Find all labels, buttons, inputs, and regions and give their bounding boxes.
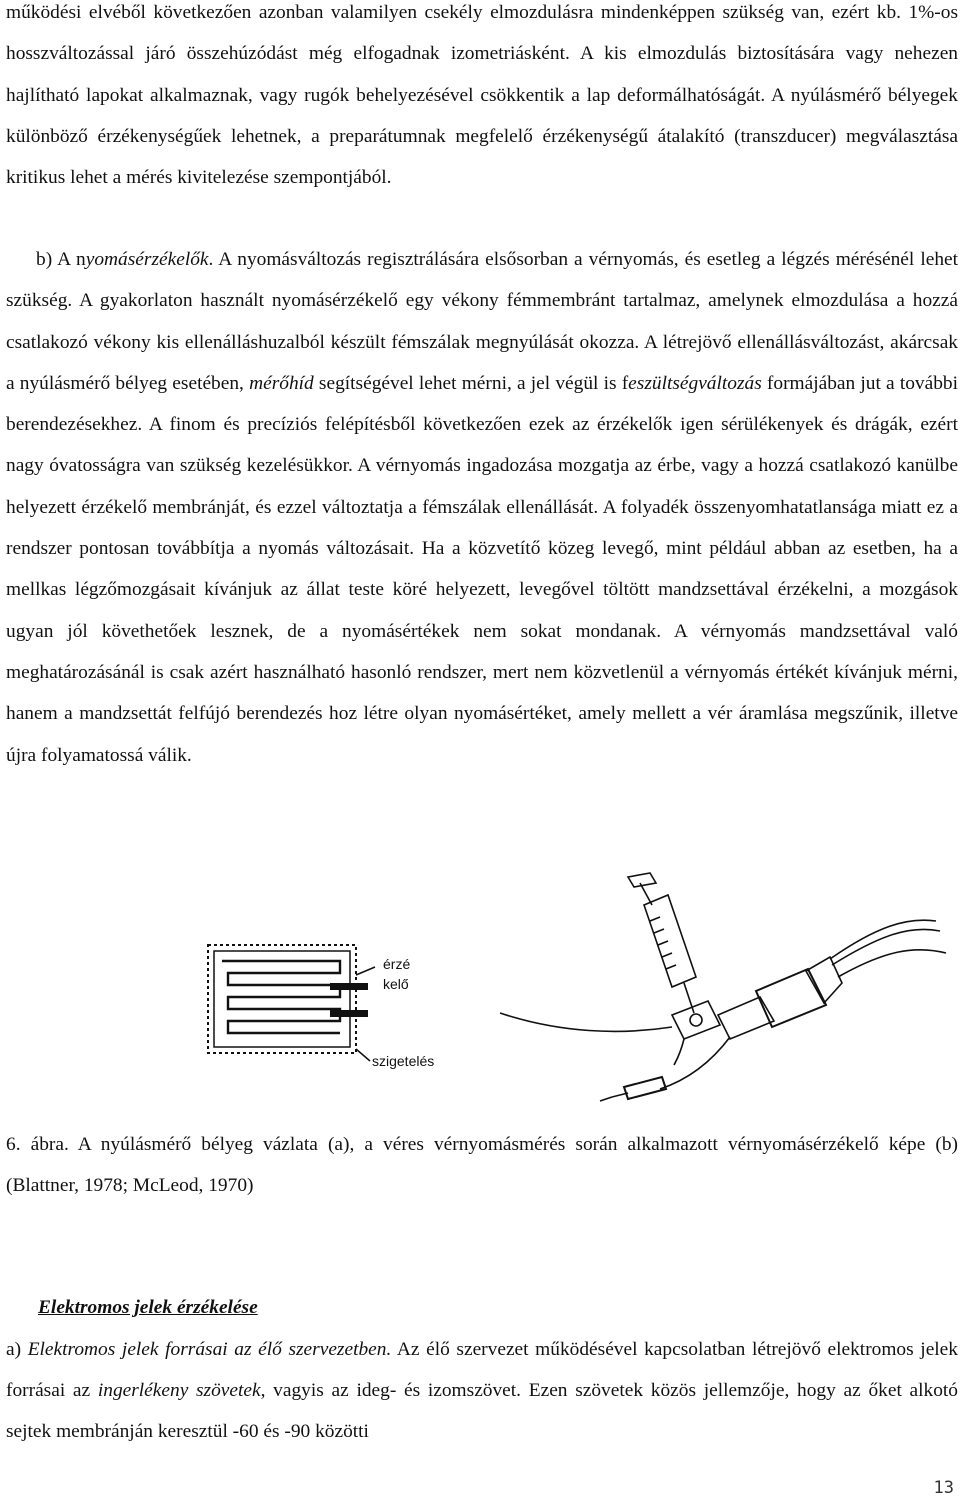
italic-term: mérőhíd (249, 372, 314, 394)
text-run: Az élő szervezet működésével kapcsolatban létrejövő elektromos jelek forrásai az (6, 1339, 958, 1402)
page-number: 13 (933, 1478, 954, 1498)
text-run: , vagyis az ideg- és izomszövet. Ezen szövetek közös jellemzője, hogy az őket alkotó sejtek membránján keresztül -60 és -90 közötti (6, 1380, 959, 1443)
paragraph-electrical-signals (6, 1329, 958, 1453)
text-run: a) (6, 1339, 28, 1360)
strain-gauge-sketch (208, 945, 375, 1061)
italic-title: Elektromos jelek forrásai az élő szervezetben. (27, 1339, 392, 1360)
paragraph-pressure-sensors (6, 239, 958, 776)
text-run: b) A n (36, 249, 86, 270)
label-sensor-line1: érzé (383, 956, 411, 972)
figure-caption: 6. ábra. A nyúlásmérő bélyeg vázlata (a), a véres vérnyomásmérés során alkalmazott vérnyomásérzékelő képe (b) (Blattner, 1978; McLeod, 1970) (6, 1134, 958, 1196)
label-sensor-line2: kelő (383, 976, 409, 992)
italic-term: eszültségváltozás (628, 372, 762, 394)
text-run: . A nyomásváltozás regisztrálására elsősorban a vérnyomás, és esetleg a légzés mérésénél lehet szükség. A gyakorlaton használt nyomásérzékelő egy vékony fémmembránt tartalmaz, amelynek elmozdulása a hozzá csatlakozó vékony kis ellenálláshuzalból készült fémszálak megnyúlását okozza. A létrejövő ellenállásváltozást, akárcsak a nyúlásmérő bélyeg esetében, (6, 249, 959, 394)
paragraph-strain-gauge (6, 0, 958, 198)
italic-term: ingerlékeny szövetek (97, 1380, 261, 1402)
text-run: segítségével lehet mérni, a jel végül is f (313, 372, 629, 394)
label-insulation: szigetelés (372, 1053, 435, 1069)
paragraph-text: működési elvéből következően azonban valamilyen csekély elmozdulásra mindenképpen szükség van, ezért kb. 1%-os hosszváltozással járó összehúzódást még elfogadnak izometriásként. A kis elmozdulás biztosítására vagy nehezen hajlítható lapokat alkalmaznak, vagy rugók behelyezésével csökkentik a lap deformálhatóságát. A nyúlásmérő bélyegek különböző érzékenységűek lehetnek, a preparátumnak megfelelő érzékenységű átalakító (transzducer) megválasztása kritikus lehet a mérés kivitelezése szempontjából. (6, 2, 958, 189)
text-run: formájában jut a további berendezésekhez. A finom és precíziós felépítésből következően ezek az érzékelők igen sérülékenyek és drágák, ezért nagy óvatosságra van szükség kezelésükkor. A vérnyomás ingadozása mozgatja az érbe, vagy a hozzá csatlakozó kanülbe helyezett érzékelő membránját, és ezzel változtatja a fémszálak ellenállását. A folyadék összenyomhatatlansága miatt ez a rendszer pontosan továbbítja a nyomás változásait. Ha a közvetítő közeg levegő, mint például abban az esetben, ha a mellkas légzőmozgásait kívánjuk az állat teste köré helyezett, levegővel töltött mandzsettával érzékelni, a mozgások ugyan jól követhetőek lesznek, de a nyomásértékek nem sokat mondanak. A vérnyomás mandzsettával való meghatározásánál is csak azért használható hasonló rendszer, mert nem közvetlenül a vérnyomás értékét kívánjuk mérni, hanem a mandzsettát felfújó berendezés hoz létre olyan nyomásértéket, amely mellett a vér áramlása megszűnik, illetve újra folyamatossá válik. (6, 372, 959, 766)
pressure-transducer-sketch (500, 873, 946, 1101)
figure-illustrations (0, 865, 960, 1115)
section-heading: Elektromos jelek érzékelése (38, 1297, 258, 1318)
italic-term: yomásérzékelők (85, 249, 209, 270)
